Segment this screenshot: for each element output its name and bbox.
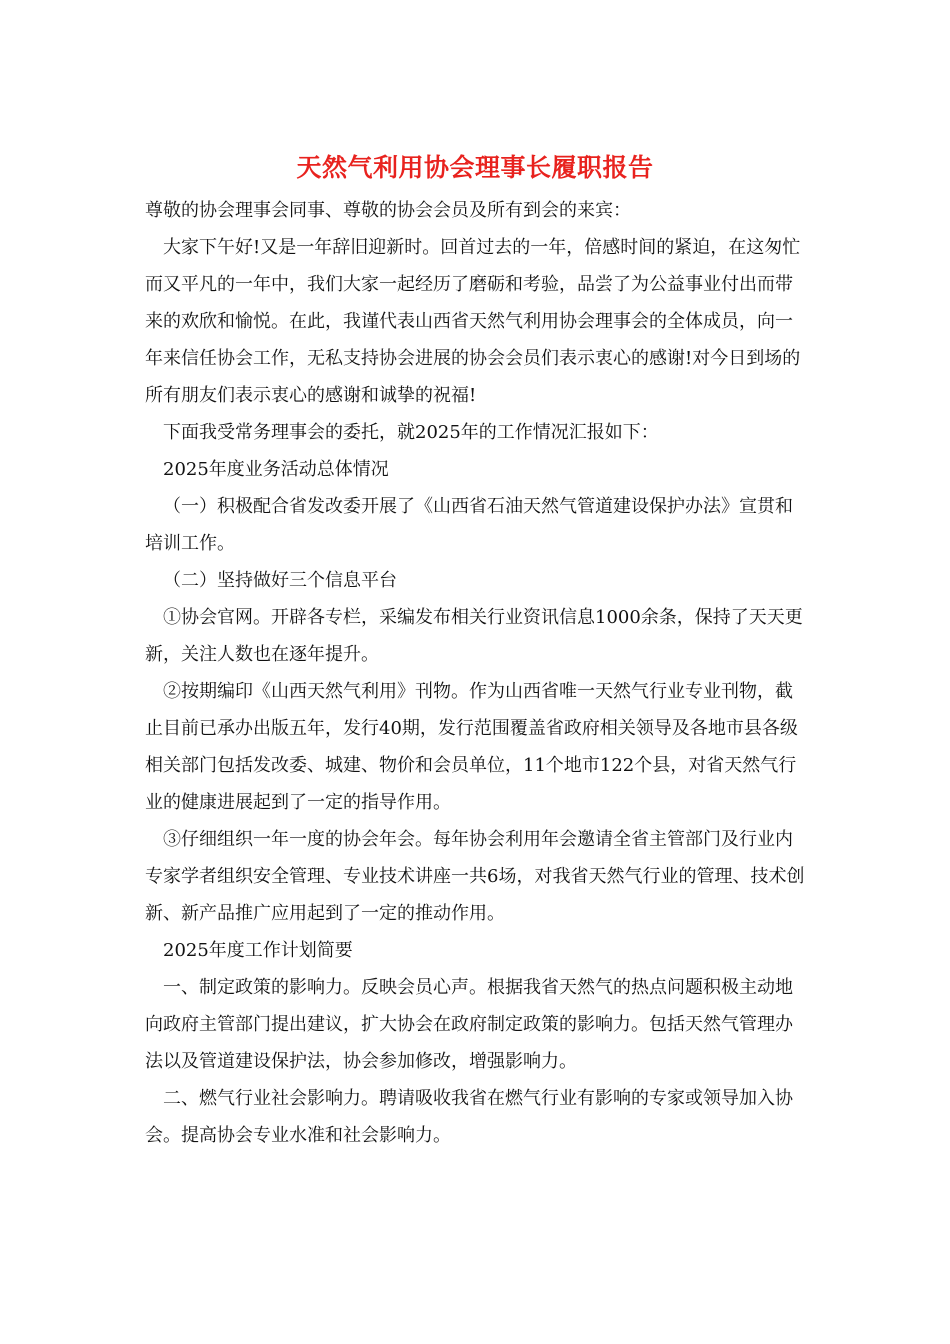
platform-item-journal: ②按期编印《山西天然气利用》刊物。作为山西省唯一天然气行业专业刊物，截止目前已承办出版五年，发行40期，发行范围覆盖省政府相关领导及各地市县各级相关部门包括发改委、城建、物价和会员单位，11个地市122个县，对省天然气行业的健康进展起到了一定的指导作用。: [145, 681, 798, 813]
opening-paragraph: 大家下午好!又是一年辞旧迎新时。回首过去的一年，倍感时间的紧迫，在这匆忙而又平凡的一年中，我们大家一起经历了磨砺和考验，品尝了为公益事业付出而带来的欢欣和愉悦。在此，我谨代表山西省天然气利用协会理事会的全体成员，向一年来信任协会工作，无私支持协会进展的协会会员们表示衷心的感谢!对今日到场的所有朋友们表示衷心的感谢和诚挚的祝福!: [145, 237, 801, 406]
activity-item-2: （二）坚持做好三个信息平台: [163, 570, 397, 591]
section-heading-activities: 2025年度业务活动总体情况: [163, 459, 389, 480]
report-intro-paragraph: 下面我受常务理事会的委托，就2025年的工作情况汇报如下：: [163, 422, 659, 443]
platform-item-website: ①协会官网。开辟各专栏，采编发布相关行业资讯信息1000余条，保持了天天更新，关注人数也在逐年提升。: [145, 607, 803, 665]
platform-item-annual-meeting: ③仔细组织一年一度的协会年会。每年协会利用年会邀请全省主管部门及行业内专家学者组织安全管理、专业技术讲座一共6场，对我省天然气行业的管理、技术创新、新产品推广应用起到了一定的推动作用。: [145, 829, 805, 924]
plan-item-1: 一、制定政策的影响力。反映会员心声。根据我省天然气的热点问题积极主动地向政府主管部门提出建议，扩大协会在政府制定政策的影响力。包括天然气管理办法以及管道建设保护法，协会参加修改，增强影响力。: [145, 977, 793, 1072]
salutation-paragraph: 尊敬的协会理事会同事、尊敬的协会会员及所有到会的来宾：: [145, 200, 631, 221]
document-title: 天然气利用协会理事长履职报告: [296, 153, 654, 182]
activity-item-1: （一）积极配合省发改委开展了《山西省石油天然气管道建设保护办法》宣贯和培训工作。: [145, 496, 793, 554]
plan-item-2: 二、燃气行业社会影响力。聘请吸收我省在燃气行业有影响的专家或领导加入协会。提高协会专业水准和社会影响力。: [145, 1088, 793, 1146]
document-body: [145, 192, 807, 1154]
section-heading-plan: 2025年度工作计划简要: [163, 940, 353, 961]
